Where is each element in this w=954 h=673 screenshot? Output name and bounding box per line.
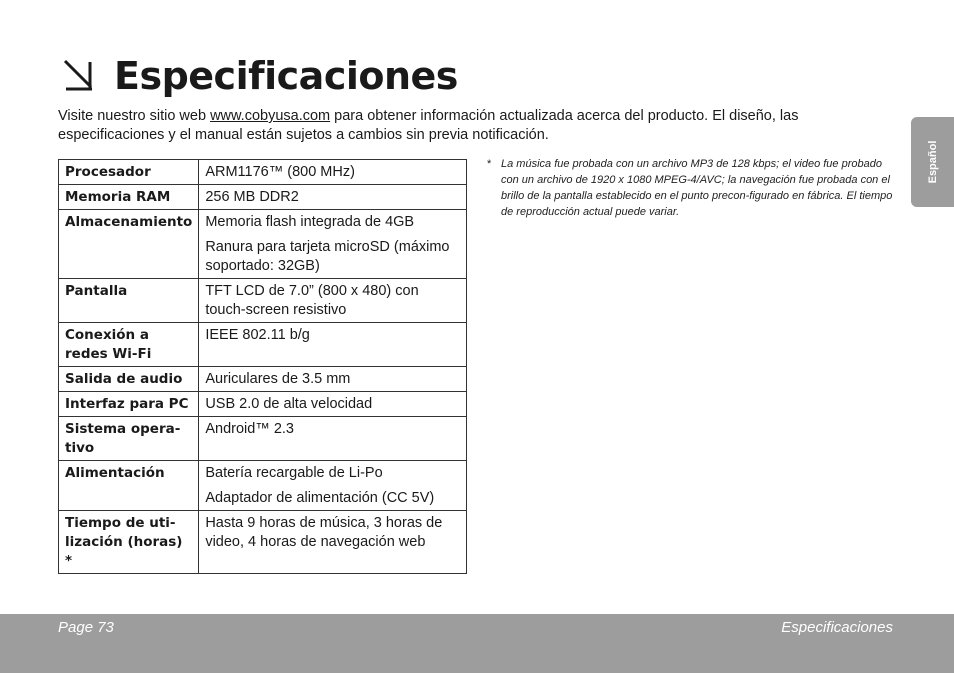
spec-value: Adaptador de alimentación (CC 5V): [205, 490, 435, 506]
spec-value: 256 MB DDR2: [205, 189, 299, 205]
spec-value-cell: [199, 392, 467, 417]
spec-value-cell: [199, 279, 467, 323]
spec-value: Hasta 9 horas de música, 3 horas de video, 4 horas de navegación web: [205, 515, 443, 550]
spec-value-cell: [199, 511, 467, 574]
spec-value: TFT LCD de 7.0” (800 x 480) con touch-screen resistivo: [205, 283, 419, 318]
spec-value: Android™ 2.3: [205, 421, 294, 437]
spec-row: [59, 392, 467, 417]
spec-value: Ranura para tarjeta microSD (máximo soportado: 32GB): [205, 239, 450, 274]
spec-label: Conexión a redes Wi-Fi: [59, 323, 199, 367]
spec-label: Sistema opera-tivo: [59, 417, 199, 461]
page-number: Page 73: [58, 619, 114, 636]
specifications-table: [58, 159, 467, 574]
spec-label: Pantalla: [59, 279, 199, 323]
spec-value: IEEE 802.11 b/g: [205, 327, 310, 343]
down-right-arrow-icon: [58, 56, 98, 96]
spec-value: ARM1176™ (800 MHz): [205, 164, 355, 180]
spec-row: [59, 511, 467, 574]
page-header: [58, 52, 458, 100]
page-title: Especificaciones: [114, 54, 458, 98]
spec-value: Batería recargable de Li-Po: [205, 465, 383, 481]
language-tab: [911, 117, 954, 207]
footnote-marker: *: [487, 158, 492, 170]
footnote-text: La música fue probada con un archivo MP3 de 128 kbps; el video fue probado con un archivo de 1920 x 1080 MPEG-4/AVC; la navegación fue probada con el brillo de la pantalla establecido en el punto precon-figurado en fábrica. El tiempo de reproducción actual puede variar.: [501, 158, 893, 218]
spec-row: [59, 461, 467, 511]
spec-row: [59, 417, 467, 461]
footer-section-title: Especificaciones: [781, 619, 893, 636]
spec-value-cell: [199, 367, 467, 392]
intro-paragraph: [58, 107, 898, 145]
language-tab-label: Español: [926, 140, 939, 184]
spec-row: [59, 367, 467, 392]
spec-row: [59, 160, 467, 185]
spec-value: Auriculares de 3.5 mm: [205, 371, 351, 387]
spec-value-cell: [199, 185, 467, 210]
footnote: [487, 156, 897, 220]
spec-value: USB 2.0 de alta velocidad: [205, 396, 373, 412]
spec-label: Salida de audio: [59, 367, 199, 392]
spec-value: Memoria flash integrada de 4GB: [205, 214, 415, 230]
spec-value-cell: [199, 160, 467, 185]
spec-label: Procesador: [59, 160, 199, 185]
page-footer: [0, 614, 954, 673]
intro-text-before-link: Visite nuestro sitio web: [58, 108, 211, 124]
spec-row: [59, 323, 467, 367]
spec-row: [59, 185, 467, 210]
spec-row: [59, 210, 467, 279]
spec-value-cell: [199, 210, 467, 279]
spec-row: [59, 279, 467, 323]
spec-label: Memoria RAM: [59, 185, 199, 210]
spec-label: Alimentación: [59, 461, 199, 511]
intro-text-after-link: para obtener información actualizada acerca del producto. El diseño, las especificaciones y el manual están sujetos a cambios sin previa notificación.: [58, 108, 799, 143]
spec-label: Tiempo de uti-lización (horas) *: [59, 511, 199, 574]
spec-label: Almacenamiento: [59, 210, 199, 279]
spec-value-cell: [199, 461, 467, 511]
spec-value-cell: [199, 323, 467, 367]
spec-value-cell: [199, 417, 467, 461]
spec-label: Interfaz para PC: [59, 392, 199, 417]
website-link[interactable]: www.cobyusa.com: [210, 108, 331, 124]
